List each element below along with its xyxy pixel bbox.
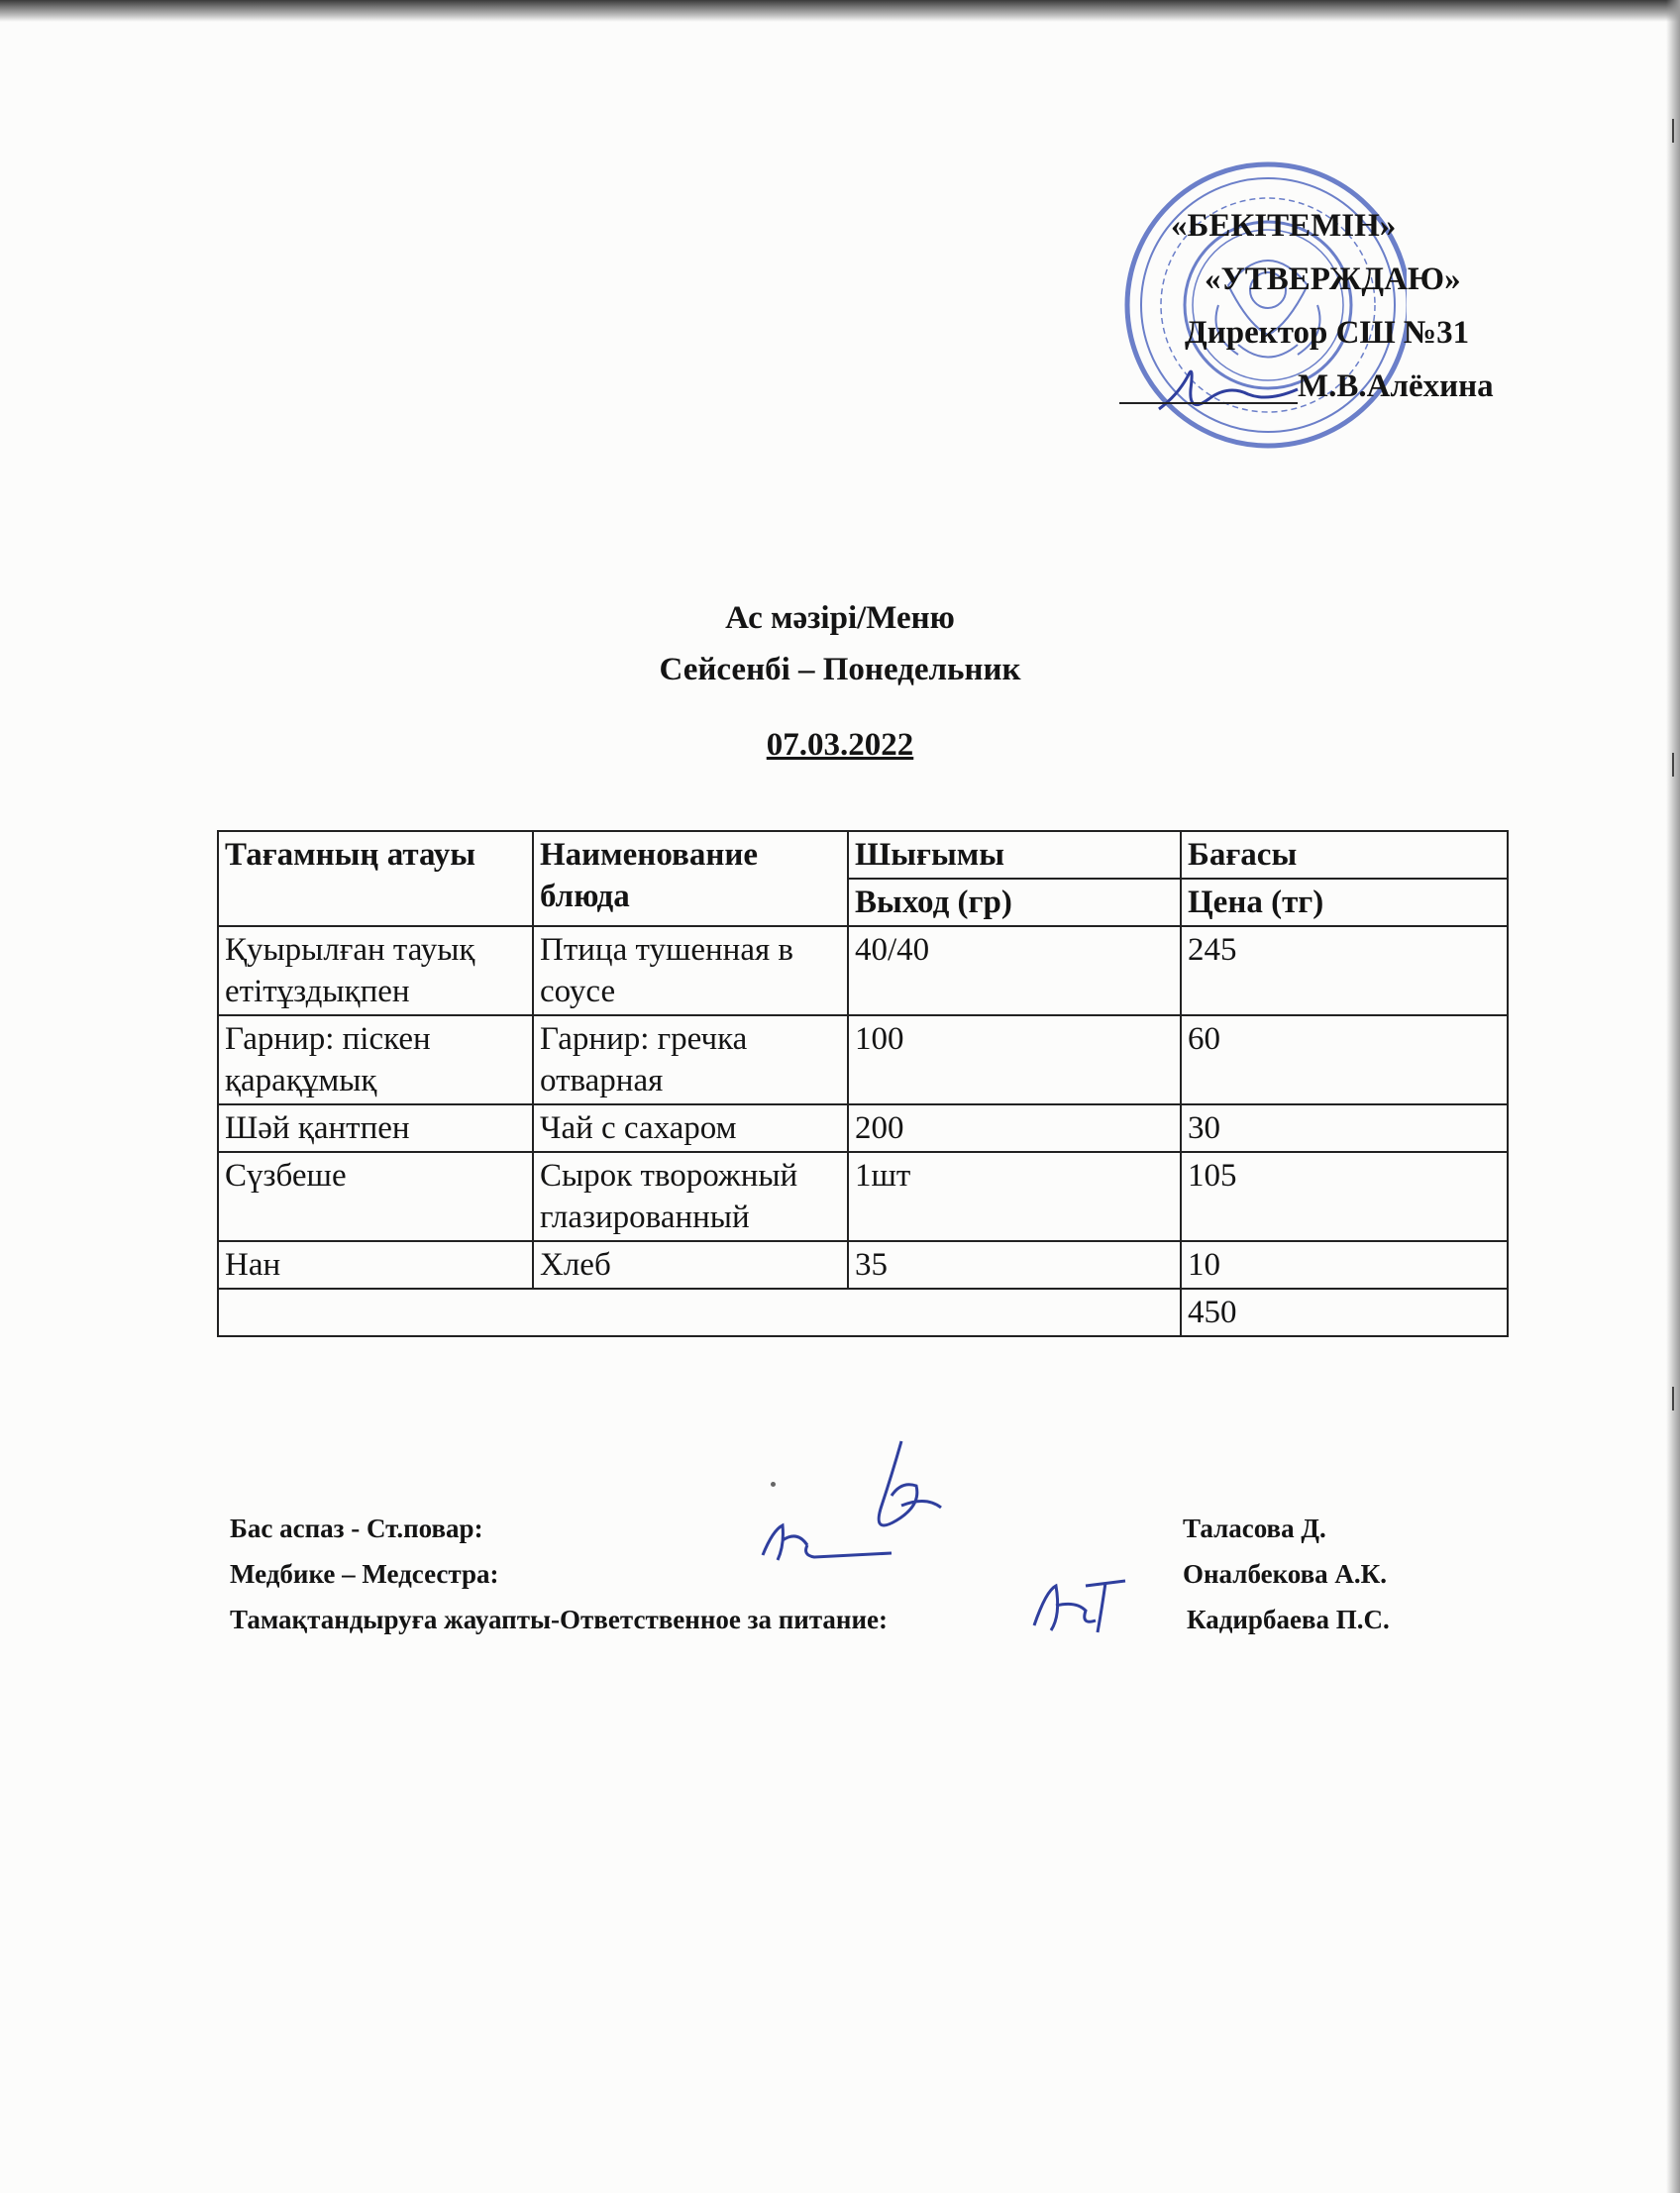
food-responsible-role: Тамақтандыруға жауапты-Ответственное за питание: bbox=[230, 1605, 889, 1634]
director-name: М.В.Алёхина bbox=[1298, 368, 1494, 404]
dish-yield: 40/40 bbox=[848, 926, 1181, 1015]
approval-block bbox=[1119, 157, 1654, 493]
chef-signature bbox=[753, 1436, 971, 1575]
dish-price: 60 bbox=[1181, 1015, 1508, 1104]
header-price-ru: Цена (тг) bbox=[1181, 879, 1508, 926]
dish-price: 105 bbox=[1181, 1152, 1508, 1241]
scan-right-edge bbox=[1666, 0, 1680, 2193]
dish-name-kz: Қуырылған тауық етітұздықпен bbox=[218, 926, 533, 1015]
table-row bbox=[218, 1152, 1508, 1241]
header-yield-kz: Шығымы bbox=[848, 831, 1181, 879]
table-row bbox=[218, 1241, 1508, 1289]
header-yield-ru: Выход (гр) bbox=[848, 879, 1181, 926]
dish-name-ru: Птица тушенная в соусе bbox=[533, 926, 848, 1015]
responsible-signature bbox=[1026, 1571, 1135, 1640]
chef-role: Бас аспаз - Ст.повар: bbox=[230, 1514, 483, 1543]
menu-title: Ас мәзірі/Меню bbox=[725, 600, 955, 636]
dish-name-ru: Чай с сахаром bbox=[533, 1104, 848, 1152]
approve-ru: «УТВЕРЖДАЮ» bbox=[1205, 261, 1461, 297]
table-row bbox=[218, 1104, 1508, 1152]
dish-yield: 200 bbox=[848, 1104, 1181, 1152]
dish-price: 245 bbox=[1181, 926, 1508, 1015]
menu-table bbox=[217, 830, 1509, 1337]
dish-name-kz: Шәй қантпен bbox=[218, 1104, 533, 1152]
chef-name: Таласова Д. bbox=[1183, 1514, 1326, 1543]
total-label-cell bbox=[218, 1289, 1181, 1336]
scan-edge-mark bbox=[1672, 1387, 1674, 1410]
nurse-role: Медбике – Медсестра: bbox=[230, 1559, 499, 1589]
dish-name-kz: Сүзбеше bbox=[218, 1152, 533, 1241]
nurse-name: Оналбекова А.К. bbox=[1183, 1559, 1388, 1589]
dish-price: 10 bbox=[1181, 1241, 1508, 1289]
dish-price: 30 bbox=[1181, 1104, 1508, 1152]
dish-name-ru: Сырок творожный глазированный bbox=[533, 1152, 848, 1241]
scan-edge-mark bbox=[1672, 119, 1674, 143]
dish-yield: 1шт bbox=[848, 1152, 1181, 1241]
scan-top-edge bbox=[0, 0, 1680, 22]
table-total-row bbox=[218, 1289, 1508, 1336]
total-price: 450 bbox=[1181, 1289, 1508, 1336]
menu-day: Сейсенбі – Понедельник bbox=[659, 652, 1021, 687]
dish-name-ru: Гарнир: гречка отварная bbox=[533, 1015, 848, 1104]
food-responsible-name: Кадирбаева П.С. bbox=[1187, 1605, 1390, 1634]
dish-name-ru: Хлеб bbox=[533, 1241, 848, 1289]
dish-yield: 35 bbox=[848, 1241, 1181, 1289]
dish-name-kz: Гарнир: піскен қарақұмық bbox=[218, 1015, 533, 1104]
table-row bbox=[218, 1015, 1508, 1104]
header-price-kz: Бағасы bbox=[1181, 831, 1508, 879]
director-title: Директор СШ №31 bbox=[1185, 315, 1470, 351]
director-signature bbox=[1149, 355, 1308, 424]
table-header-row bbox=[218, 831, 1508, 879]
director-signature-line bbox=[1119, 402, 1298, 404]
menu-date: 07.03.2022 bbox=[766, 727, 914, 763]
dish-yield: 100 bbox=[848, 1015, 1181, 1104]
header-name-kz: Тағамның атауы bbox=[218, 831, 533, 926]
table-row bbox=[218, 926, 1508, 1015]
approve-kz: «БЕКІТЕМІН» bbox=[1171, 208, 1397, 244]
dish-name-kz: Нан bbox=[218, 1241, 533, 1289]
header-name-ru: Наименование блюда bbox=[533, 831, 848, 926]
